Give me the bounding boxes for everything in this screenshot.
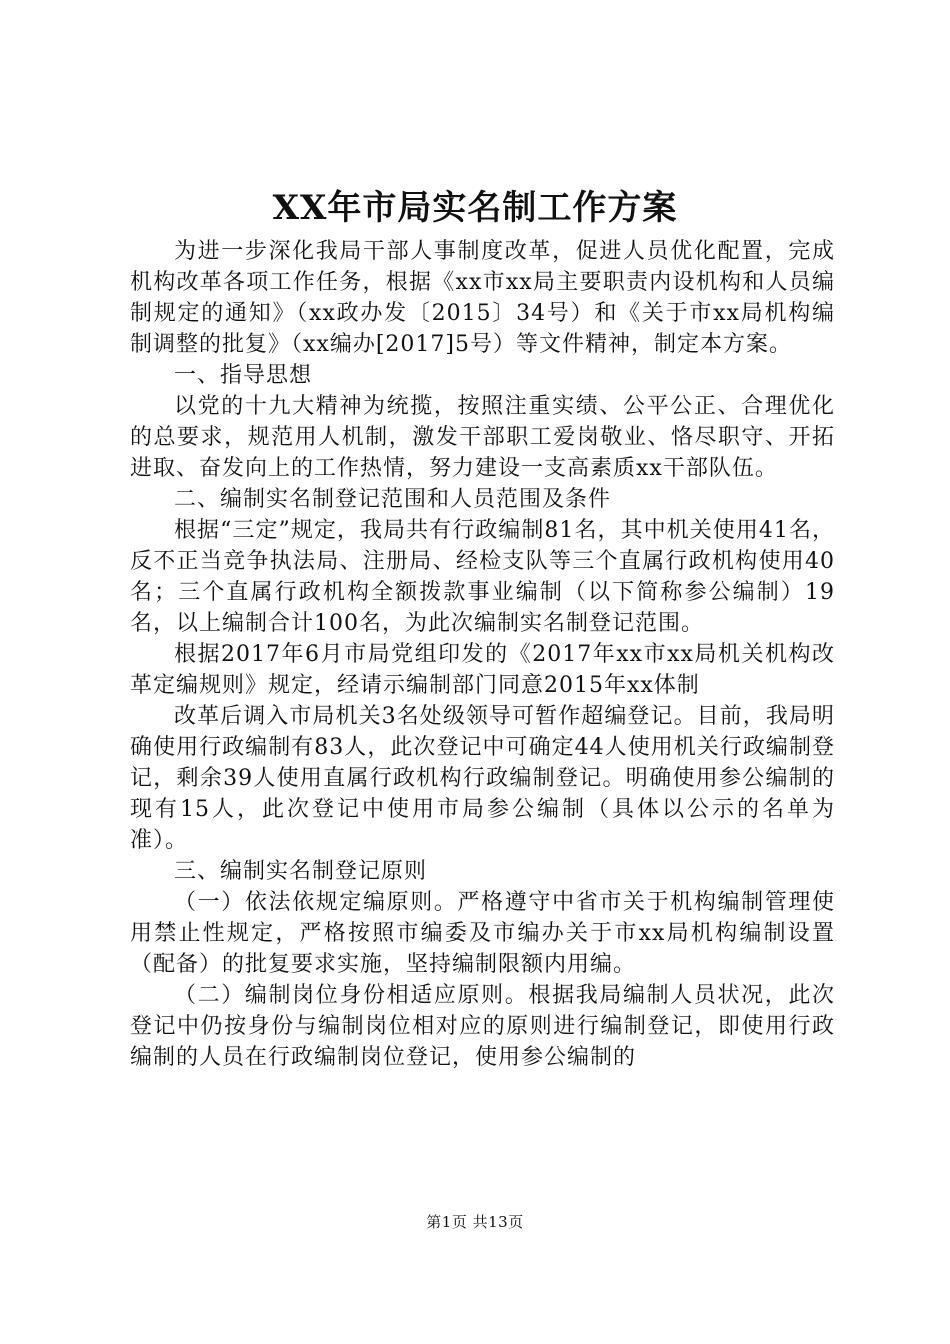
section-heading-guiding-thought: 一、指导思想 xyxy=(174,363,313,388)
guiding-thought-paragraph: 以党的十九大精神为统揽，按照注重实绩、公平公正、合理优化的总要求，规范用人机制，激发干部职工爱岗敬业、恪尽职守、开拓进取、奋发向上的工作热情，努力建设一支高素质xx干部队伍。 xyxy=(130,394,835,481)
intro-paragraph: 为进一步深化我局干部人事制度改革，促进人员优化配置，完成机构改革各项工作任务，根据《xx市xx局主要职责内设机构和人员编制规定的通知》（xx政办发〔2015〕34号）和《关于市xx局机构编制调整的批复》（xx编办[2017]5号）等文件精神，制定本方案。 xyxy=(130,239,835,357)
section-heading-registration-principles: 三、编制实名制登记原则 xyxy=(174,859,428,884)
principle-1-paragraph: （一）依法依规定编原则。严格遵守中省市关于机构编制管理使用禁止性规定，严格按照市编委及市编办关于市xx局机构编制设置（配备）的批复要求实施，坚持编制限额内用编。 xyxy=(130,890,835,977)
rules-paragraph: 根据2017年6月市局党组印发的《2017年xx市xx局机关机构改革定编规则》规定，经请示编制部门同意2015年xx体制 xyxy=(130,642,835,698)
section-heading-registration-scope: 二、编制实名制登记范围和人员范围及条件 xyxy=(174,487,612,512)
document-body xyxy=(130,236,835,1073)
post-reform-paragraph: 改革后调入市局机关3名处级领导可暂作超编登记。目前，我局明确使用行政编制有83人，此次登记中可确定44人使用机关行政编制登记，剩余39人使用直属行政机构行政编制登记。明确使用参公编制的现有15人，此次登记中使用市局参公编制（具体以公示的名单为准）。 xyxy=(130,704,835,853)
registration-scope-paragraph: 根据“三定”规定，我局共有行政编制81名，其中机关使用41名，反不正当竞争执法局、注册局、经检支队等三个直属行政机构使用40名；三个直属行政机构全额拨款事业编制（以下简称参公编制）19名，以上编制合计100名，为此次编制实名制登记范围。 xyxy=(130,518,835,636)
document-title: XX年市局实名制工作方案 xyxy=(272,188,678,228)
page-number-footer: 第1页 共13页 xyxy=(426,1213,524,1231)
principle-2-paragraph: （二）编制岗位身份相适应原则。根据我局编制人员状况，此次登记中仍按身份与编制岗位相对应的原则进行编制登记，即使用行政编制的人员在行政编制岗位登记，使用参公编制的 xyxy=(130,983,835,1070)
